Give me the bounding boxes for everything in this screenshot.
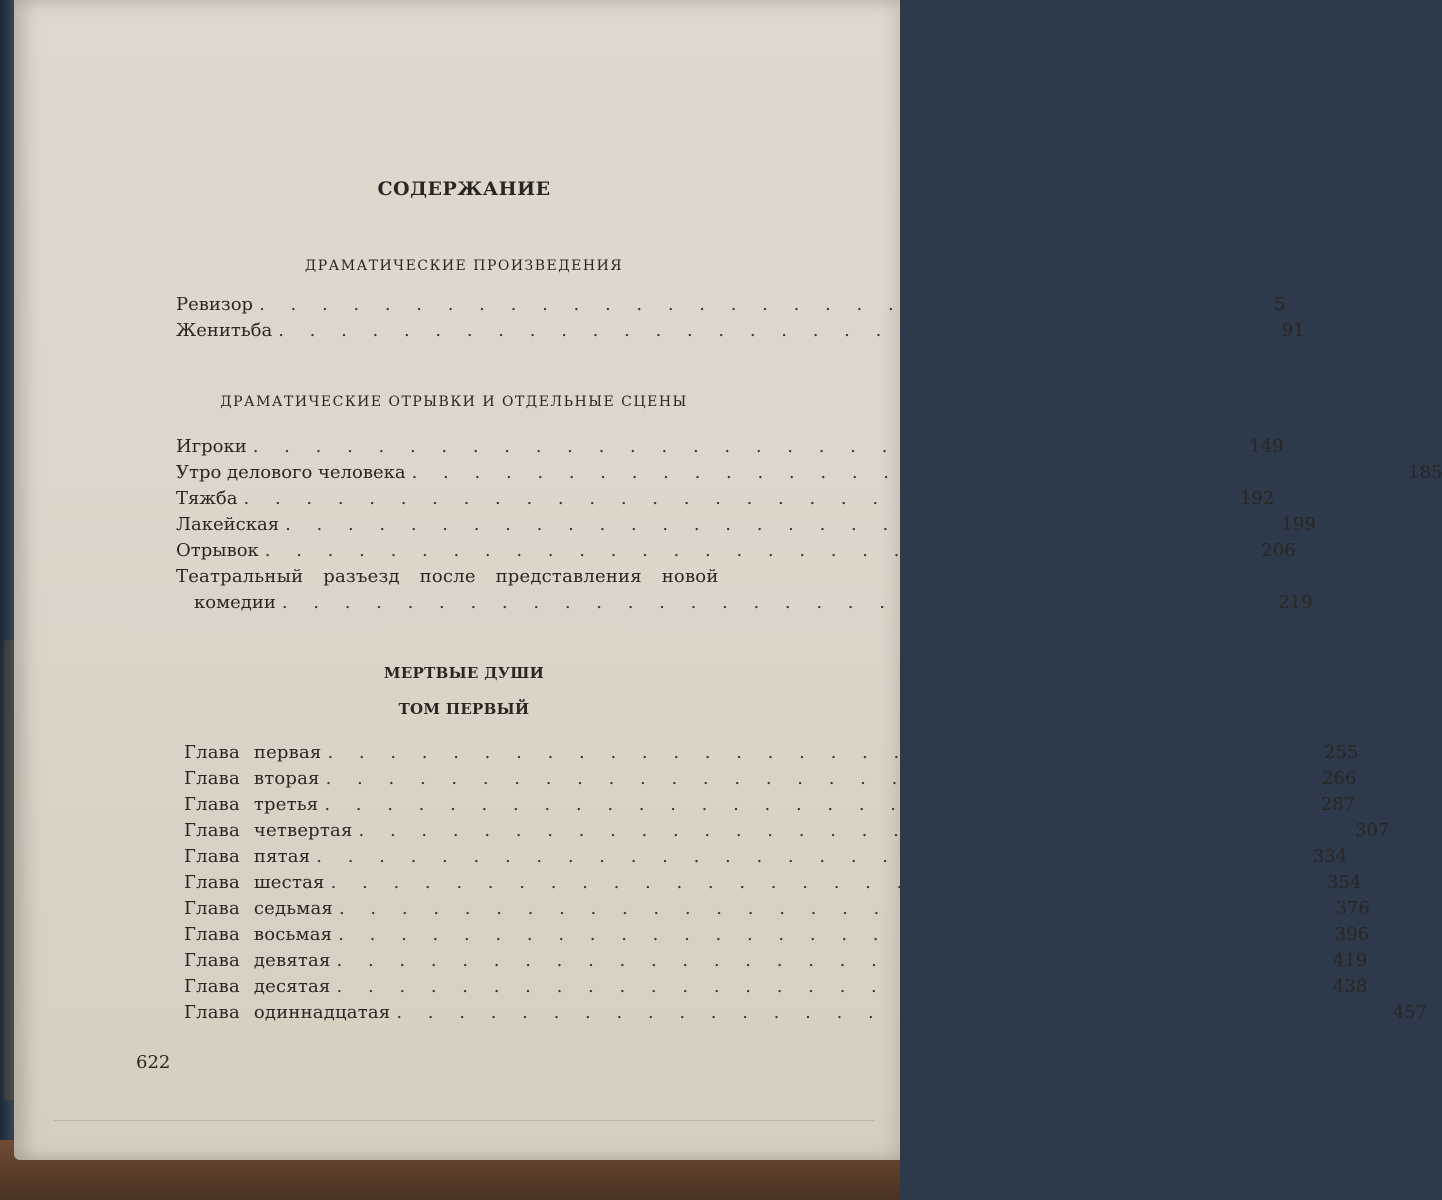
entry-title: Глава девятая: [184, 950, 331, 971]
leader-dots: . . . . . . . . . . . . . . . . . . . . . . . . . . . . . . . .: [336, 976, 1327, 997]
page-title: СОДЕРЖАНИЕ: [377, 178, 551, 200]
toc-entry: [184, 818, 1390, 844]
entry-title: Лакейская: [176, 514, 280, 535]
toc-entry-long-line2: [176, 590, 1313, 616]
leader-dots: . . . . . . . . . . . . . . . . . . . . . . . . . . . . . . . .: [338, 898, 1330, 919]
leader-dots: . . . . . . . . . . . . . . . . . . . . . . . . . . . . . . . .: [285, 514, 1276, 535]
leader-dots: . . . . . . . . . . . . . . . . . . . . . . . . . . . . . . . .: [259, 294, 1250, 315]
toc-entry: [176, 486, 1275, 512]
toc-entry-long-line1: [176, 564, 770, 590]
toc-entry: [176, 538, 1296, 564]
entry-page: 376: [1335, 898, 1370, 919]
entry-title: Глава третья: [184, 794, 319, 815]
leader-dots: . . . . . . . . . . . . . . . . . . . . . . . . . . . . . . . .: [278, 320, 1269, 341]
toc-entry: [184, 948, 1368, 974]
entry-page: 419: [1333, 950, 1368, 971]
toc-entry: [184, 870, 1362, 896]
entry-page: 457: [1392, 1002, 1428, 1023]
entry-title: Глава восьмая: [184, 924, 333, 945]
page-number: 622: [136, 1052, 171, 1073]
leader-dots: . . . . . . . . . . . . . . . . . . . . . . . . . . . . . . . .: [324, 794, 1315, 815]
toc-entry: [184, 844, 1348, 870]
toc-entry: [176, 460, 1442, 486]
leader-dots: . . . . . . . . . . . . . . . . . . . . . . . . . . . . . . . .: [264, 540, 1256, 561]
entry-page: 206: [1261, 540, 1296, 561]
entry-title: Утро делового человека: [176, 462, 406, 483]
leader-dots: . . . . . . . . . . . . . . . . . . . . . . . . . . . . . . . .: [325, 768, 1317, 789]
entry-page: 91: [1281, 320, 1305, 341]
toc-entry: [184, 740, 1359, 766]
entry-page: 185: [1408, 462, 1442, 483]
entry-title: Женитьба: [176, 320, 273, 341]
entry-page: 149: [1249, 436, 1284, 457]
toc-entry: [184, 792, 1356, 818]
entry-page: 334: [1312, 846, 1348, 867]
entry-page: 192: [1239, 488, 1275, 509]
leader-dots: . . . . . . . . . . . . . . . . . . . . . . . . . . . . . . . .: [281, 592, 1273, 613]
toc-entry: [184, 974, 1368, 1000]
entry-title: Глава одиннадцатая: [184, 1002, 391, 1023]
leader-dots: . . . . . . . . . . . . . . . . . . . . . . . . . . . . . . . .: [327, 742, 1318, 763]
toc-entry: [176, 512, 1316, 538]
section-heading-dramatic-works: ДРАМАТИЧЕСКИЕ ПРОИЗВЕДЕНИЯ: [304, 258, 624, 274]
entry-page: 354: [1327, 872, 1362, 893]
entry-page: 5: [1274, 294, 1286, 315]
entry-title: Тяжба: [176, 488, 238, 509]
entry-title: Глава четвертая: [184, 820, 353, 841]
entry-title: Театральный разъезд после представления новой: [176, 566, 719, 587]
entry-page: 438: [1332, 976, 1368, 997]
toc-entry: [184, 922, 1370, 948]
entry-title: Глава пятая: [184, 846, 311, 867]
leader-dots: . . . . . . . . . . . . . . . . . . . . . . . . . . . . . . . .: [316, 846, 1307, 867]
toc-entry: [184, 1000, 1428, 1026]
entry-title-continued: комедии: [194, 592, 276, 613]
entry-title: Игроки: [176, 436, 247, 457]
entry-title: Ревизор: [176, 294, 254, 315]
entry-title: Отрывок: [176, 540, 259, 561]
leader-dots: . . . . . . . . . . . . . . . . . . . . . . . . . . . . . . . .: [243, 488, 1234, 509]
toc-entry: [176, 318, 1305, 344]
toc-entry: [184, 896, 1370, 922]
page-edge-shadow: [54, 1120, 874, 1121]
entry-title: Глава первая: [184, 742, 322, 763]
entry-page: 396: [1334, 924, 1370, 945]
entry-title: Глава десятая: [184, 976, 331, 997]
toc-list-dead-souls: [184, 740, 1428, 1026]
entry-title: Глава седьмая: [184, 898, 333, 919]
leader-dots: . . . . . . . . . . . . . . . . . . . . . . . . . . . . . . . .: [336, 950, 1328, 971]
toc-entry: [184, 766, 1357, 792]
entry-page: 266: [1322, 768, 1357, 789]
toc-content: [14, 0, 1442, 1160]
section-subheading-volume-one: ТОМ ПЕРВЫЙ: [398, 700, 530, 718]
leader-dots: . . . . . . . . . . . . . . . . . . . . . . . . . . . . . . . .: [338, 924, 1329, 945]
entry-page: 255: [1323, 742, 1359, 763]
section-heading-fragments: ДРАМАТИЧЕСКИЕ ОТРЫВКИ И ОТДЕЛЬНЫЕ СЦЕНЫ: [220, 394, 688, 410]
toc-list-dramatic-works: [176, 292, 1305, 344]
toc-list-fragments: [176, 434, 1442, 616]
leader-dots: . . . . . . . . . . . . . . . . . . . . . . . . . . . . . . . .: [330, 872, 1322, 893]
entry-page: 219: [1278, 592, 1313, 613]
section-heading-dead-souls: МЕРТВЫЕ ДУШИ: [383, 664, 545, 682]
book-page: [14, 0, 1442, 1160]
leader-dots: . . . . . . . . . . . . . . . . . . . . . . . . . . . . . . . .: [358, 820, 1350, 841]
leader-dots: . . . . . . . . . . . . . . . . . . . . . . . . . . . . . . . .: [396, 1002, 1387, 1023]
entry-page: 199: [1281, 514, 1316, 535]
entry-page: 287: [1320, 794, 1356, 815]
toc-entry: [176, 434, 1284, 460]
entry-title: Глава шестая: [184, 872, 325, 893]
leader-dots: . . . . . . . . . . . . . . . . . . . . . . . . . . . . . . . .: [252, 436, 1244, 457]
entry-title: Глава вторая: [184, 768, 320, 789]
toc-entry: [176, 292, 1286, 318]
entry-page: 307: [1355, 820, 1390, 841]
leader-dots: . . . . . . . . . . . . . . . . . . . . . . . . . . . . . . . .: [411, 462, 1403, 483]
